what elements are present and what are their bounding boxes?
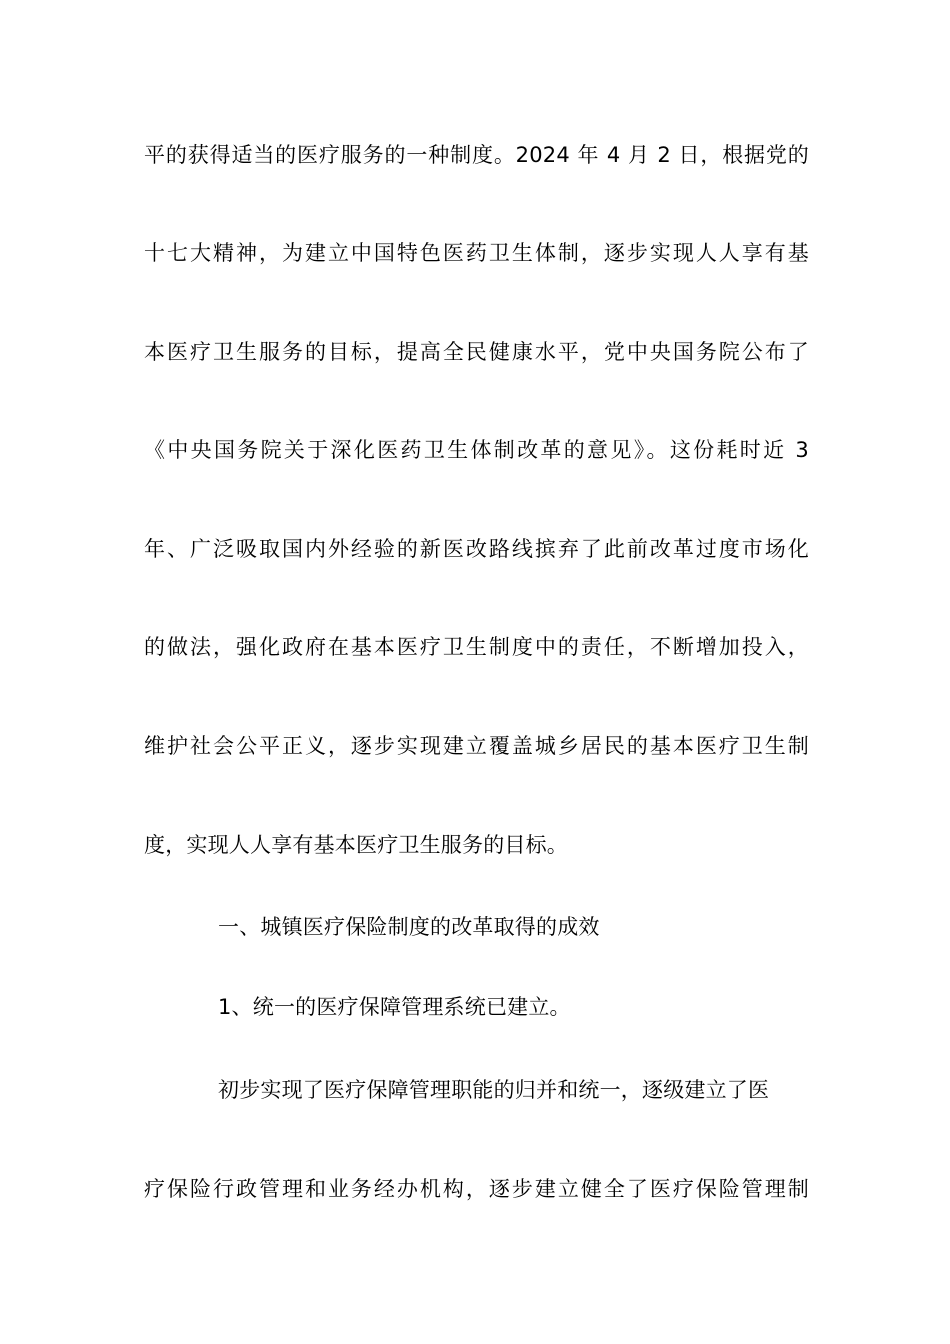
paragraph-line: 本医疗卫生服务的目标，提高全民健康水平，党中央国务院公布了 (144, 340, 809, 364)
paragraph-line: 十七大精神，为建立中国特色医药卫生体制，逐步实现人人享有基 (144, 241, 809, 265)
section-heading: 一、城镇医疗保险制度的改革取得的成效 (218, 915, 600, 939)
paragraph-line: 疗保险行政管理和业务经办机构，逐步建立健全了医疗保险管理制 (144, 1177, 809, 1201)
paragraph-line: 的做法，强化政府在基本医疗卫生制度中的责任，不断增加投入， (144, 635, 809, 659)
paragraph-line: 度，实现人人享有基本医疗卫生服务的目标。 (144, 833, 568, 857)
paragraph-line: 初步实现了医疗保障管理职能的归并和统一，逐级建立了医 (218, 1078, 770, 1102)
subsection-heading: 1、统一的医疗保障管理系统已建立。 (218, 995, 571, 1019)
paragraph-line: 维护社会公平正义，逐步实现建立覆盖城乡居民的基本医疗卫生制 (144, 734, 809, 758)
paragraph-line: 年、广泛吸取国内外经验的新医改路线摈弃了此前改革过度市场化 (144, 537, 809, 561)
paragraph-line: 平的获得适当的医疗服务的一种制度。2024 年 4 月 2 日，根据党的 (144, 143, 809, 167)
paragraph-line: 《中央国务院关于深化医药卫生体制改革的意见》。这份耗时近 3 (144, 438, 809, 462)
